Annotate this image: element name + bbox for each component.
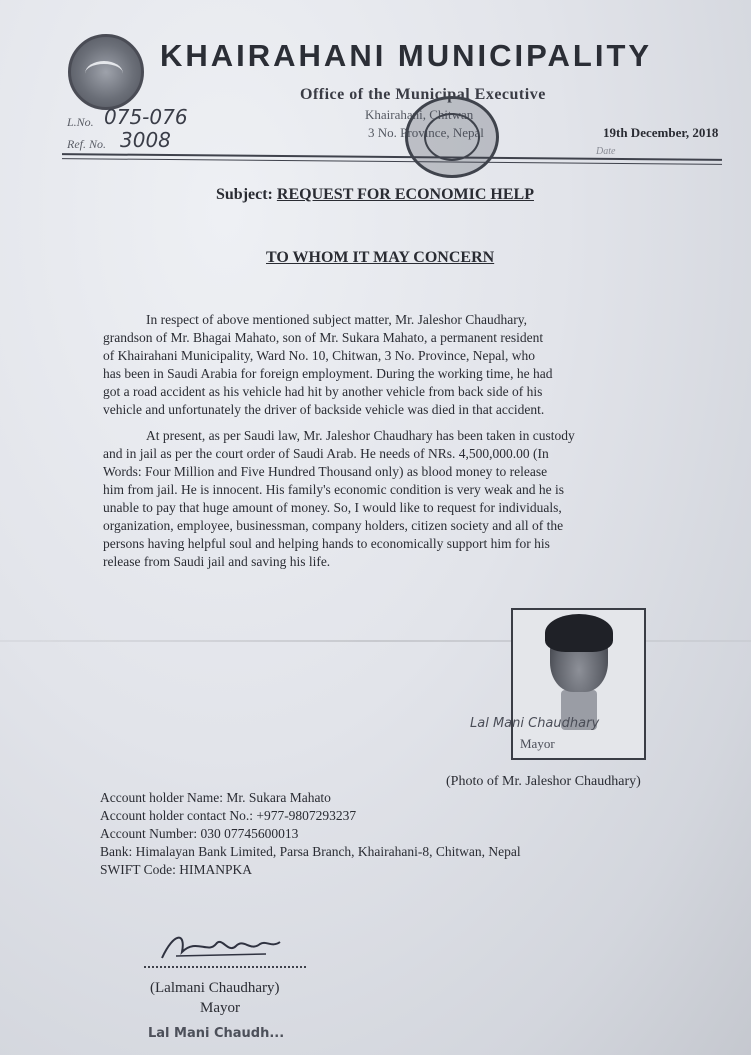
address-line-1: Khairahani, Chitwan [365,107,474,122]
office-name: Office of the Municipal Executive [300,86,546,103]
nepal-emblem-icon [68,34,144,110]
signatory-stamp: Lal Mani Chaudh... [148,1026,285,1041]
signature-dotted-line [144,966,306,968]
body-line: At present, as per Saudi law, Mr. Jaleshor Chaudhary has been taken in custody [146,428,575,443]
body-line: organization, employee, businessman, company holders, citizen society and all of the [103,518,564,533]
account-holder-name: Account holder Name: Mr. Sukara Mahato [100,790,331,805]
body-line: got a road accident as his vehicle had hit by another vehicle from back side of his [103,384,543,399]
mayor-signature-icon [156,928,286,964]
ref-label: Ref. No. [67,137,106,151]
body-line: release from Saudi jail and saving his life. [103,554,331,569]
body-line: of Khairahani Municipality, Ward No. 10, Chitwan, 3 No. Province, Nepal, who [103,348,535,363]
signatory-title: Mayor [200,1000,240,1016]
date-label: Date [596,146,616,157]
body-line: has been in Saudi Arabia for foreign employment. During the working time, he had [103,366,553,381]
subject-line [216,186,534,204]
body-line: grandson of Mr. Bhagai Mahato, son of Mr. Sukara Mahato, a permanent resident [103,330,544,345]
body-line: In respect of above mentioned subject matter, Mr. Jaleshor Chaudhary, [146,312,527,327]
body-line: vehicle and unfortunately the driver of backside vehicle was died in that accident. [103,402,545,417]
body-line: and in jail as per the court order of Saudi Arab. He needs of NRs. 4,500,000.00 (In [103,446,549,461]
account-holder-contact: Account holder contact No.: +977-9807293237 [100,808,357,823]
photo-attest-signature: Lal Mani Chaudhary [470,716,600,731]
ln-value: 075-076 [104,105,188,129]
subject-text: REQUEST FOR ECONOMIC HELP [276,186,534,203]
body-line: unable to pay that huge amount of money. So, I would like to request for individuals, [103,500,562,515]
signatory-name: (Lalmani Chaudhary) [150,980,280,996]
ln-label: L.No. [67,115,94,129]
photo-caption: (Photo of Mr. Jaleshor Chaudhary) [446,774,641,789]
address-line-2: 3 No. Province, Nepal [368,125,484,140]
photo-hair [545,614,613,652]
office-stamp-icon [405,96,499,178]
subject-label: Subject: [216,186,273,203]
ref-value: 3008 [120,128,171,152]
photo-attest-role: Mayor [520,736,555,751]
municipality-title: KHAIRAHANI MUNICIPALITY [160,38,653,73]
body-line: persons having helpful soul and helping hands to economically support him for his [103,536,550,551]
letter-date: 19th December, 2018 [603,125,719,140]
swift-code: SWIFT Code: HIMANPKA [100,862,253,877]
body-line: him from jail. He is innocent. His family's economic condition is very weak and he is [103,482,564,497]
account-number: Account Number: 030 07745600013 [100,826,299,841]
body-line: Words: Four Million and Five Hundred Thousand only) as blood money to release [103,464,548,479]
salutation-heading: TO WHOM IT MAY CONCERN [266,249,495,266]
bank-name: Bank: Himalayan Bank Limited, Parsa Branch, Khairahani-8, Chitwan, Nepal [100,844,521,859]
